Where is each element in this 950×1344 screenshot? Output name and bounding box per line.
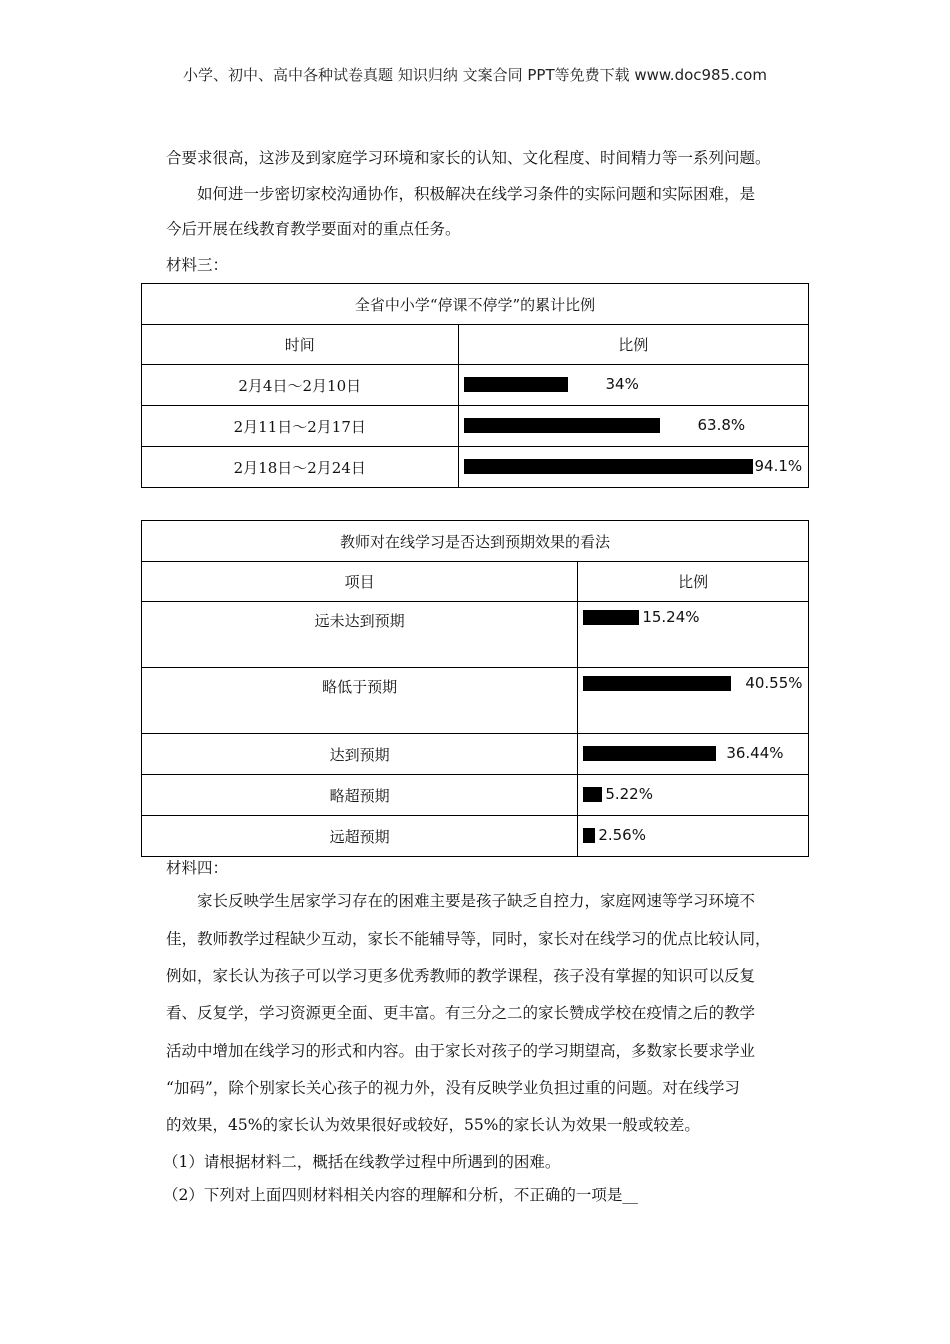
ratio-label: 2.56%: [598, 826, 646, 844]
ratio-bar: [583, 610, 639, 625]
material-4-line: 活动中增加在线学习的形式和内容。由于家长对孩子的学习期望高，多数家长要求学业: [166, 1042, 756, 1060]
item-cell: 略超预期: [142, 775, 578, 816]
table-1-header-time: 时间: [142, 325, 459, 365]
ratio-label: 36.44%: [726, 744, 784, 762]
ratio-cell: [458, 406, 808, 447]
material-4-line: 看、反复学，学习资源更全面、更丰富。有三分之二的家长赞成学校在疫情之后的教学: [166, 1004, 756, 1022]
item-cell: 远超预期: [142, 816, 578, 857]
table-row: [142, 602, 809, 668]
material-4-line: 例如，家长认为孩子可以学习更多优秀教师的教学课程，孩子没有掌握的知识可以反复: [166, 967, 756, 985]
material-4-line: 家长反映学生居家学习存在的困难主要是孩子缺乏自控力，家庭网速等学习环境不: [197, 892, 756, 910]
table-teacher-opinion: [141, 520, 809, 857]
ratio-cell: [458, 365, 808, 406]
table-row: [142, 775, 809, 816]
item-cell: 略低于预期: [142, 668, 578, 734]
ratio-label: 15.24%: [642, 608, 700, 626]
material-3-label: 材料三：: [166, 256, 229, 274]
question-2: （2）下列对上面四则材料相关内容的理解和分析，不正确的一项是__: [163, 1186, 638, 1204]
ratio-cell: [578, 602, 809, 668]
table-row: [142, 734, 809, 775]
ratio-bar: [583, 746, 716, 761]
period-cell: 2月11日～2月17日: [142, 406, 459, 447]
ratio-label: 34%: [605, 375, 639, 393]
table-1-header-ratio: 比例: [458, 325, 808, 365]
ratio-bar: [464, 418, 660, 433]
ratio-cell: [458, 447, 808, 488]
paragraph-2-line-2: 今后开展在线教育教学要面对的重点任务。: [166, 220, 461, 238]
ratio-label: 40.55%: [745, 674, 803, 692]
paragraph-2-line-1: 如何进一步密切家校沟通协作，积极解决在线学习条件的实际问题和实际困难，是: [197, 185, 756, 203]
table-row: [142, 816, 809, 857]
ratio-label: 5.22%: [605, 785, 653, 803]
ratio-cell: [578, 775, 809, 816]
ratio-bar: [583, 676, 731, 691]
table-2-title: 教师对在线学习是否达到预期效果的看法: [142, 521, 809, 562]
period-cell: 2月4日～2月10日: [142, 365, 459, 406]
material-4-line: 的效果，45%的家长认为效果很好或较好，55%的家长认为效果一般或较差。: [166, 1116, 700, 1134]
question-1: （1）请根据材料二，概括在线教学过程中所遇到的困难。: [163, 1153, 561, 1171]
table-row: [142, 365, 809, 406]
material-4-line: 佳，教师教学过程缺少互动，家长不能辅导等，同时，家长对在线学习的优点比较认同，: [166, 930, 771, 948]
item-cell: 达到预期: [142, 734, 578, 775]
paragraph-continued: 合要求很高，这涉及到家庭学习环境和家长的认知、文化程度、时间精力等一系列问题。: [166, 149, 771, 167]
material-4-line: “加码”，除个别家长关心孩子的视力外，没有反映学业负担过重的问题。对在线学习: [166, 1079, 740, 1097]
ratio-bar: [464, 459, 753, 474]
table-2-header-item: 项目: [142, 562, 578, 602]
ratio-cell: [578, 816, 809, 857]
table-1-title: 全省中小学“停课不停学”的累计比例: [142, 284, 809, 325]
ratio-bar: [583, 787, 602, 802]
period-cell: 2月18日～2月24日: [142, 447, 459, 488]
item-cell: 远未达到预期: [142, 602, 578, 668]
ratio-cell: [578, 668, 809, 734]
ratio-bar: [464, 377, 568, 392]
ratio-cell: [578, 734, 809, 775]
ratio-bar: [583, 828, 595, 843]
page-header: 小学、初中、高中各种试卷真题 知识归纳 文案合同 PPT等免费下载 www.doc985.com: [183, 66, 767, 84]
table-row: [142, 406, 809, 447]
table-row: [142, 447, 809, 488]
ratio-label: 94.1%: [754, 457, 803, 475]
ratio-label: 63.8%: [697, 416, 746, 434]
table-row: [142, 668, 809, 734]
table-2-header-ratio: 比例: [578, 562, 809, 602]
material-4-label: 材料四：: [166, 859, 229, 877]
table-stop-classes-ratio: [141, 283, 809, 488]
